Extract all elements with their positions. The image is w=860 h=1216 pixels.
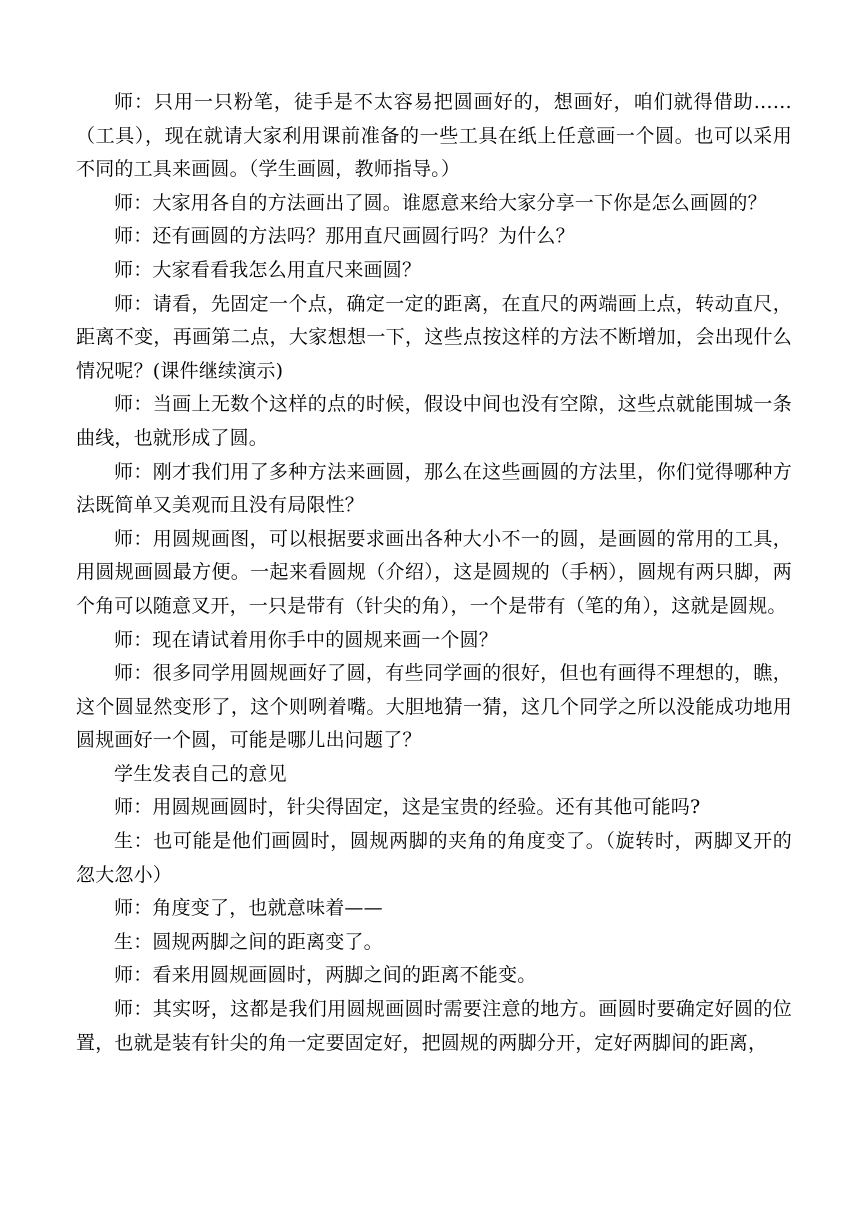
paragraph: 生：圆规两脚之间的距离变了。: [114, 930, 383, 953]
paragraph: 师：看来用圆规画圆时，两脚之间的距离不能变。: [114, 964, 537, 987]
document-body: [76, 86, 792, 1060]
paragraph: 师：用圆规画图，可以根据要求画出各种大小不一的圆，是画圆的常用的工具，用圆规画圆最方便。一起来看圆规（介绍），这是圆规的（手柄），圆规有两只脚，两个角可以随意叉开，一只是带有（针尖的角），一个是带有（笔的角），这就是圆规。: [76, 527, 792, 617]
paragraph: 师：大家看看我怎么用直尺来画圆？: [114, 258, 422, 281]
paragraph: 师：大家用各自的方法画出了圆。谁愿意来给大家分享一下你是怎么画圆的？: [114, 191, 767, 214]
paragraph: 师：请看，先固定一个点，确定一定的距离，在直尺的两端画上点，转动直尺，距离不变，再画第二点，大家想想一下，这些点按这样的方法不断增加，会出现什么情况呢？(课件继续演示): [76, 292, 792, 382]
paragraph: 师：很多同学用圆规画好了圆，有些同学画的很好，但也有画得不理想的，瞧，这个圆显然变形了，这个则咧着嘴。大胆地猜一猜，这几个同学之所以没能成功地用圆规画好一个圆，可能是哪儿出问题了？: [76, 662, 792, 752]
paragraph: 师：角度变了，也就意味着——: [114, 897, 383, 920]
paragraph: 师：刚才我们用了多种方法来画圆，那么在这些画圆的方法里，你们觉得哪种方法既简单又美观而且没有局限性？: [76, 460, 792, 517]
paragraph: 师：只用一只粉笔，徒手是不太容易把圆画好的，想画好，咱们就得借助……（工具），现在就请大家利用课前准备的一些工具在纸上任意画一个圆。也可以采用不同的工具来画圆。（学生画圆，教师指导。）: [76, 91, 792, 181]
paragraph: 学生发表自己的意见: [114, 762, 287, 785]
paragraph: 师：当画上无数个这样的点的时候，假设中间也没有空隙，这些点就能围城一条曲线，也就形成了圆。: [76, 393, 792, 449]
paragraph: 生：也可能是他们画圆时，圆规两脚的夹角的角度变了。（旋转时，两脚叉开的忽大忽小）: [76, 830, 792, 886]
paragraph: 师：现在请试着用你手中的圆规来画一个圆？: [114, 628, 499, 651]
paragraph: 师：还有画圆的方法吗？那用直尺画圆行吗？为什么？: [114, 225, 575, 248]
paragraph: 师：其实呀，这都是我们用圆规画圆时需要注意的地方。画圆时要确定好圆的位置，也就是装有针尖的角一定要固定好，把圆规的两脚分开，定好两脚间的距离，: [76, 998, 792, 1054]
paragraph: 师：用圆规画圆时，针尖得固定，这是宝贵的经验。还有其他可能吗?: [114, 796, 701, 819]
